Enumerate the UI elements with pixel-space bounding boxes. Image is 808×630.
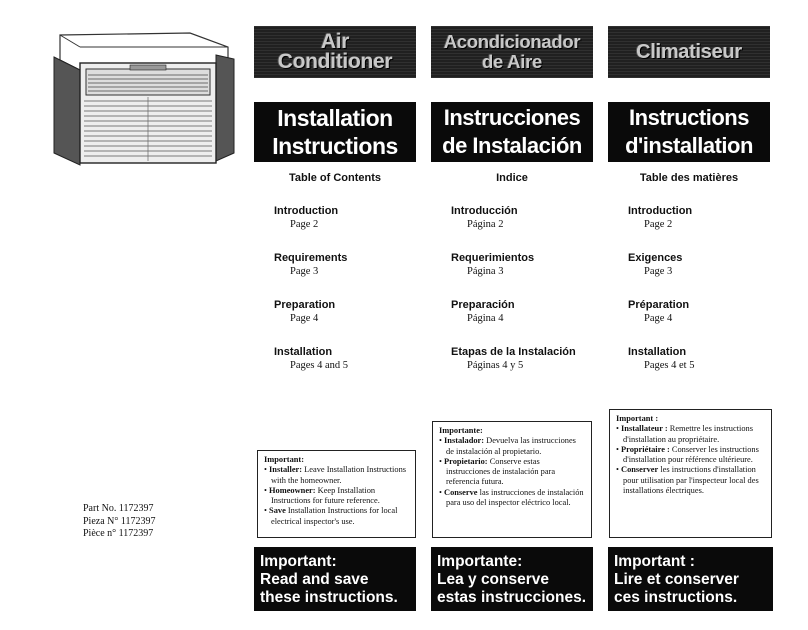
title-block bbox=[608, 102, 770, 162]
part-number: Pieza N° 1172397 bbox=[83, 515, 156, 527]
important-item-label: Instalador: bbox=[444, 436, 485, 446]
product-band bbox=[608, 26, 770, 78]
toc-entry bbox=[274, 204, 348, 232]
title-line: Installation bbox=[277, 105, 393, 131]
important-item: • Instalador: Devuelva las instrucciones de instalación al propietario. bbox=[439, 436, 576, 456]
title-line: Instructions bbox=[629, 105, 749, 130]
important-item: • Installer: Leave Installation Instructions with the homeowner. bbox=[264, 465, 407, 485]
toc-entry bbox=[628, 345, 694, 373]
part-numbers bbox=[83, 503, 156, 541]
toc-entry bbox=[451, 251, 576, 279]
toc-entry-page: Page 2 bbox=[644, 219, 673, 230]
band-line: Climatiseur bbox=[636, 41, 742, 63]
toc-list bbox=[628, 204, 694, 392]
toc-entry bbox=[451, 345, 576, 373]
important-item-label: Homeowner: bbox=[269, 485, 316, 495]
important-item-text: Devuelva las instrucciones de instalación al propietario. bbox=[446, 436, 576, 456]
band-line: de Aire bbox=[482, 51, 542, 72]
footer-line: these instructions. bbox=[260, 589, 398, 606]
toc-entry-heading: Préparation bbox=[628, 299, 690, 311]
toc-entry-page: Pages 4 et 5 bbox=[644, 360, 695, 371]
important-footer-english bbox=[254, 547, 416, 611]
band-line: Conditioner bbox=[277, 50, 393, 73]
important-item-label: Installateur : bbox=[621, 424, 668, 434]
product-band bbox=[254, 26, 416, 78]
toc-entry-heading: Preparation bbox=[274, 299, 336, 311]
title-line: d'installation bbox=[625, 133, 753, 158]
toc-entry-heading: Installation bbox=[628, 346, 687, 358]
footer-line: Lire et conserver bbox=[614, 571, 739, 588]
title-line: Instructions bbox=[272, 133, 398, 159]
toc-entry bbox=[628, 298, 694, 326]
toc-entry-page: Page 4 bbox=[644, 313, 673, 324]
title-block bbox=[254, 102, 416, 162]
toc-list bbox=[451, 204, 576, 392]
toc-heading: Indice bbox=[496, 172, 528, 184]
important-item-label: Propietario: bbox=[444, 456, 488, 466]
toc-heading: Table des matières bbox=[639, 172, 739, 184]
important-item-text: Installation Instructions for local electrical inspector's use. bbox=[271, 506, 398, 526]
important-item-label: Conserver bbox=[621, 465, 659, 475]
important-footer-spanish bbox=[431, 547, 593, 611]
spanish-column bbox=[431, 26, 593, 371]
important-item-text: Conserver les instructions d'installation pour référence ultérieure. bbox=[623, 444, 759, 465]
important-item: • Propietario: Conserve estas instrucciones de instalación para referencia futura. bbox=[439, 456, 556, 487]
important-item-text: las instrucciones de instalación para uso del inspector eléctrico local. bbox=[446, 487, 584, 508]
footer-line: ces instructions. bbox=[614, 589, 738, 606]
toc-entry bbox=[274, 298, 348, 326]
toc-entry-page: Página 4 bbox=[467, 313, 504, 324]
footer-line: Important : bbox=[614, 553, 695, 570]
important-item: • Conserver les instructions d'installation pour utilisation par l'inspecteur local des installations électriques. bbox=[616, 465, 759, 496]
important-item-text: Conserve estas instrucciones de instalación para referencia futura. bbox=[446, 456, 556, 487]
title-line: de Instalación bbox=[442, 133, 582, 158]
toc-list bbox=[274, 204, 348, 392]
important-title: Important: bbox=[264, 455, 305, 464]
french-column bbox=[608, 26, 770, 371]
important-item-label: Save bbox=[269, 506, 286, 516]
toc-entry bbox=[274, 345, 348, 373]
important-item: • Propriétaire : Conserver les instructions d'installation pour référence ultérieure. bbox=[616, 444, 759, 465]
title-block bbox=[431, 102, 593, 162]
important-item-label: Conserve bbox=[444, 487, 478, 497]
important-item: • Homeowner: Keep Installation Instructions for future reference. bbox=[264, 485, 380, 506]
toc-entry-page: Page 3 bbox=[290, 266, 319, 277]
title-line: Instrucciones bbox=[443, 105, 581, 130]
important-item-text: Leave Installation Instructions with the homeowner. bbox=[271, 465, 407, 485]
important-note-english bbox=[257, 450, 416, 538]
toc-entry-page: Page 2 bbox=[290, 219, 319, 230]
toc-entry-page: Página 2 bbox=[467, 219, 504, 230]
important-item-text: Keep Installation Instructions for future reference. bbox=[271, 485, 380, 506]
toc-entry bbox=[451, 204, 576, 232]
toc-entry-page: Pages 4 and 5 bbox=[290, 360, 349, 371]
band-line: Air bbox=[320, 30, 350, 53]
toc-entry-page: Page 4 bbox=[290, 313, 319, 324]
toc-entry-heading: Requerimientos bbox=[451, 252, 535, 264]
toc-heading: Table of Contents bbox=[288, 172, 382, 184]
toc-entry-heading: Preparación bbox=[451, 299, 515, 311]
important-item-label: Propriétaire : bbox=[621, 444, 670, 454]
toc-entry-heading: Introducción bbox=[451, 205, 518, 217]
important-note-french bbox=[609, 409, 772, 538]
footer-line: Read and save bbox=[260, 571, 369, 588]
toc-entry bbox=[274, 251, 348, 279]
footer-line: estas instrucciones. bbox=[437, 589, 587, 606]
toc-entry bbox=[451, 298, 576, 326]
toc-entry-heading: Installation bbox=[274, 346, 333, 358]
footer-line: Important: bbox=[260, 553, 337, 570]
part-number: Part No. 1172397 bbox=[83, 503, 154, 514]
important-item: • Conserve las instrucciones de instalación para uso del inspector eléctrico local. bbox=[439, 487, 584, 508]
important-title: Importante: bbox=[439, 426, 483, 435]
part-number: Pièce n° 1172397 bbox=[83, 528, 154, 539]
toc-entry-page: Páginas 4 y 5 bbox=[467, 360, 524, 371]
important-note-spanish bbox=[432, 421, 592, 538]
footer-line: Lea y conserve bbox=[437, 571, 550, 588]
toc-entry bbox=[628, 251, 694, 279]
toc-entry-page: Page 3 bbox=[644, 266, 673, 277]
toc-entry-page: Página 3 bbox=[467, 266, 504, 277]
toc-entry-heading: Etapas de la Instalación bbox=[451, 346, 576, 358]
product-band bbox=[431, 26, 593, 78]
toc-entry-heading: Introduction bbox=[628, 205, 693, 217]
important-title: Important : bbox=[616, 414, 659, 423]
toc-entry-heading: Requirements bbox=[274, 252, 348, 264]
band-line: Acondicionador bbox=[443, 31, 581, 52]
air-conditioner-illustration bbox=[50, 25, 235, 170]
footer-line: Importante: bbox=[437, 553, 523, 570]
toc-entry-heading: Introduction bbox=[274, 205, 339, 217]
important-item-text: les instructions d'installation pour utilisation par l'inspecteur local des installations électriques. bbox=[623, 465, 759, 496]
important-item: • Save Installation Instructions for local electrical inspector's use. bbox=[264, 506, 398, 526]
important-footer-french bbox=[608, 547, 773, 611]
english-column bbox=[254, 26, 416, 371]
toc-entry bbox=[628, 204, 694, 232]
toc-entry-heading: Exigences bbox=[628, 252, 683, 264]
important-item: • Installateur : Remettre les instructions d'installation au propriétaire. bbox=[616, 424, 754, 444]
important-item-text: Remettre les instructions d'installation au propriétaire. bbox=[623, 424, 754, 444]
important-item-label: Installer: bbox=[269, 465, 303, 475]
